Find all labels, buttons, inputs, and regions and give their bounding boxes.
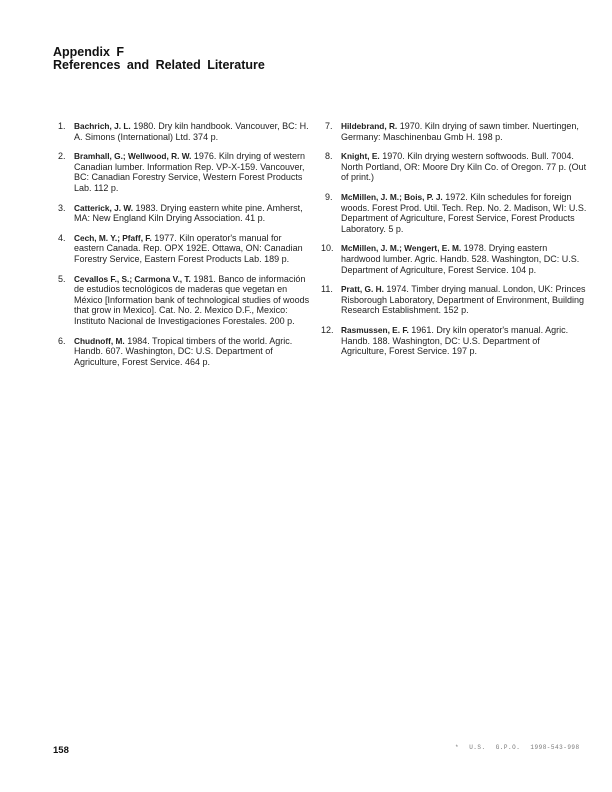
printer-mark: * U.S. G.P.O. 1998-543-998: [455, 744, 580, 751]
page-header: [53, 46, 265, 72]
section-title: References and Related Literature: [53, 58, 265, 72]
reference-text: 1983. Drying eastern white pine. Amherst, MA: New England Kiln Drying Association. 41 p.: [74, 202, 303, 224]
reference-item: 1. Bachrich, J. L. 1980. Dry kiln handbook. Vancouver, BC: H. A. Simons (International) Ltd. 374 p.: [58, 121, 309, 142]
reference-item: 3. Catterick, J. W. 1983. Drying eastern white pine. Amherst, MA: New England Kiln Drying Association. 41 p.: [58, 202, 303, 224]
reference-text: 1978. Drying eastern hardwood lumber. Agric. Handb. 528. Washington, DC: U.S. Department of Agriculture, Forest Service. 104 p.: [341, 243, 580, 275]
reference-text: 1974. Timber drying manual. London, UK: Princes Risborough Laboratory, Department of Environment, Building Research Establishment. 152 p.: [341, 284, 586, 316]
reference-authors: Chudnoff, M.: [74, 335, 125, 346]
reference-item: 2. Bramhall, G.; Wellwood, R. W. 1976. Kiln drying of western Canadian lumber. Information Rep. VP-X-159. Vancouver, BC: Canadian Forestry Service, Western Forest Products Lab. 112 p.: [58, 151, 305, 193]
reference-authors: Cevallos F., S.; Carmona V., T.: [74, 273, 191, 284]
reference-authors: Knight, E.: [341, 151, 380, 162]
reference-text: 1972. Kiln schedules for foreign woods. Forest Prod. Util. Tech. Rep. No. 2. Madison, WI: U.S. Department of Agriculture, Forest Service, Forest Products Laboratory. 5 p.: [341, 191, 587, 234]
reference-authors: Bachrich, J. L.: [74, 121, 131, 131]
reference-text: 1981. Banco de información de estudios tecnológicos de maderas que vegetan en México [Information bank of technological studies of woods that grow in Mexico]. Cat. No. 2. Mexico D.F., Mexico: Instituto Nacional de Investigaciones Forestales. 200 p.: [74, 273, 310, 326]
reference-item: 5. Cevallos F., S.; Carmona V., T. 1981. Banco de información de estudios tecnológicos de maderas que vegetan en México [Information bank of technological studies of woods that grow in Mexico]. Cat. No. 2. Mexico D.F., Mexico: Instituto Nacional de Investigaciones Forestales. 200 p.: [58, 273, 310, 326]
reference-text: 1980. Dry kiln handbook. Vancouver, BC: H. A. Simons (International) Ltd. 374 p.: [74, 121, 309, 142]
reference-text: 1984. Tropical timbers of the world. Agric. Handb. 607. Washington, DC: U.S. Department of Agriculture, Forest Service. 464 p.: [74, 335, 293, 367]
reference-item: 8. Knight, E. 1970. Kiln drying western softwoods. Bull. 7004. North Portland, OR: Moore Dry Kiln Co. of Oregon. 77 p. (Out of print.): [325, 151, 587, 183]
reference-authors: Catterick, J. W.: [74, 202, 134, 213]
reference-item: 10. McMillen, J. M.; Wengert, E. M. 1978. Drying eastern hardwood lumber. Agric. Handb. 528. Washington, DC: U.S. Department of Agriculture, Forest Service. 104 p.: [321, 243, 580, 275]
reference-authors: Bramhall, G.; Wellwood, R. W.: [74, 151, 192, 162]
reference-authors: Pratt, G. H.: [341, 284, 384, 295]
references-column-right: [321, 121, 587, 366]
reference-item: 4. Cech, M. Y.; Pfaff, F. 1977. Kiln operator's manual for eastern Canada. Rep. OPX 192E. Ottawa, ON: Canadian Forestry Service, Eastern Forest Products Lab. 189 p.: [58, 232, 303, 264]
reference-item: 7. Hildebrand, R. 1970. Kiln drying of sawn timber. Nuertingen, Germany: Maschinenbau Gmb H. 198 p.: [325, 121, 579, 142]
reference-item: 12. Rasmussen, E. F. 1961. Dry kiln operator's manual. Agric. Handb. 188. Washington, DC: U.S. Department of Agriculture, Forest Service. 197 p.: [321, 324, 569, 357]
reference-authors: Cech, M. Y.; Pfaff, F.: [74, 232, 152, 243]
page-number: 158: [53, 745, 69, 756]
references-column-left: [58, 121, 310, 376]
reference-item: 9. McMillen, J. M.; Bois, P. J. 1972. Kiln schedules for foreign woods. Forest Prod. Util. Tech. Rep. No. 2. Madison, WI: U.S. Department of Agriculture, Forest Service, Forest Products Laboratory. 5 p.: [325, 191, 587, 234]
reference-text: 1970. Kiln drying of sawn timber. Nuertingen, Germany: Maschinenbau Gmb H. 198 p.: [341, 121, 579, 142]
reference-item: 11. Pratt, G. H. 1974. Timber drying manual. London, UK: Princes Risborough Laboratory, Department of Environment, Building Research Establishment. 152 p.: [321, 284, 586, 316]
reference-item: 6. Chudnoff, M. 1984. Tropical timbers of the world. Agric. Handb. 607. Washington, DC: U.S. Department of Agriculture, Forest Service. 464 p.: [58, 335, 293, 367]
reference-text: 1970. Kiln drying western softwoods. Bull. 7004. North Portland, OR: Moore Dry Kiln Co. of Oregon. 77 p. (Out of print.): [341, 151, 587, 183]
reference-authors: Rasmussen, E. F.: [341, 324, 409, 335]
reference-text: 1976. Kiln drying of western Canadian lumber. Information Rep. VP-X-159. Vancouver, BC: Canadian Forestry Service, Western Forest Products Lab. 112 p.: [74, 151, 305, 193]
reference-authors: McMillen, J. M.; Wengert, E. M.: [341, 243, 462, 254]
appendix-label: Appendix F: [53, 45, 125, 59]
reference-authors: Hildebrand, R.: [341, 121, 398, 131]
reference-authors: McMillen, J. M.; Bois, P. J.: [341, 191, 443, 202]
reference-text: 1977. Kiln operator's manual for eastern Canada. Rep. OPX 192E. Ottawa, ON: Canadian Forestry Service, Eastern Forest Products Lab. 189 p.: [74, 232, 303, 264]
reference-text: 1961. Dry kiln operator's manual. Agric. Handb. 188. Washington, DC: U.S. Department of Agriculture, Forest Service. 197 p.: [341, 324, 569, 357]
